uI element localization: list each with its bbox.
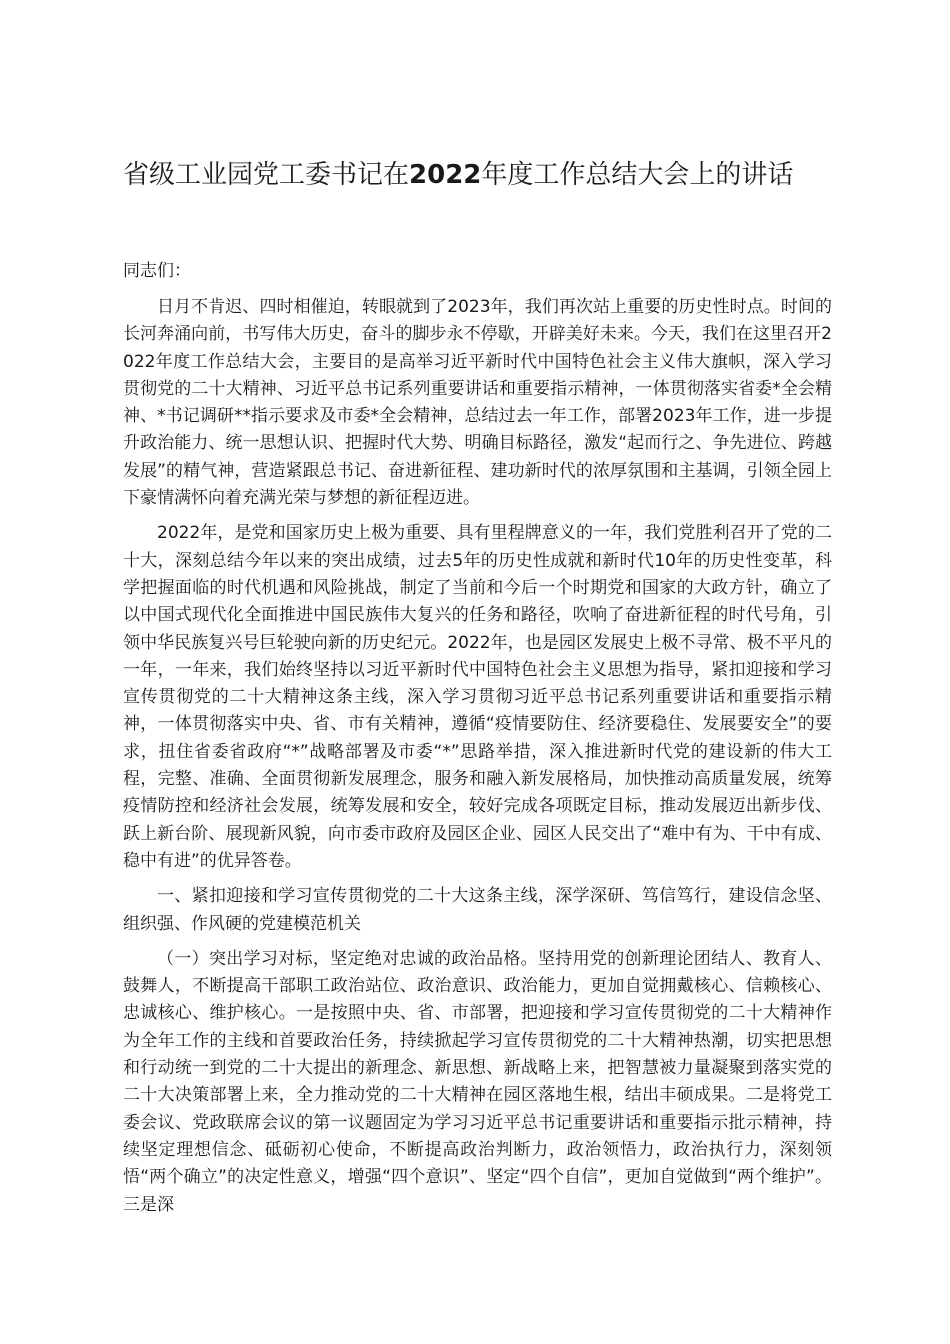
salutation: 同志们：	[123, 261, 191, 281]
title-part-2: 年度工作总结大会上的讲话	[481, 160, 794, 190]
document-title	[123, 150, 833, 200]
document-body	[123, 294, 832, 1227]
paragraph-subsection-1: （一）突出学习对标，坚定绝对忠诚的政治品格。坚持用党的创新理论团结人、教育人、鼓舞人，不断提高干部职工政治站位、政治意识、政治能力，更加自觉拥戴核心、信赖核心、忠诚核心、维护核心。一是按照中央、省、市部署，把迎接和学习宣传贯彻党的二十大精神作为全年工作的主线和首要政治任务，持续掀起学习宣传贯彻党的二十大精神热潮，切实把思想和行动统一到党的二十大提出的新理念、新思想、新战略上来，把智慧被力量凝聚到落实党的二十大决策部署上来，全力推动党的二十大精神在园区落地生根，结出丰硕成果。二是将党工委会议、党政联席会议的第一议题固定为学习习近平总书记重要讲话和重要指示批示精神，持续坚定理想信念、砥砺初心使命，不断提高政治判断力，政治领悟力，政治执行力，深刻领悟“两个确立”的决定性意义，增强“四个意识”、坚定“四个自信”，更加自觉做到“两个维护”。三是深	[123, 948, 832, 1215]
paragraph-review-2022: 2022年，是党和国家历史上极为重要、具有里程牌意义的一年，我们党胜利召开了党的二十大，深刻总结今年以来的突出成绩，过去5年的历史性成就和新时代10年的历史性变革，科学把握面临的时代机遇和风险挑战，制定了当前和今后一个时期党和国家的大政方针，确立了以中国式现代化全面推进中国民族伟大复兴的任务和路径，吹响了奋进新征程的时代号角，引领中华民族复兴号巨轮驶向新的历史纪元。2022年，也是园区发展史上极不寻常、极不平凡的一年，一年来，我们始终坚持以习近平新时代中国特色社会主义思想为指导，紧扣迎接和学习宣传贯彻党的二十大精神这条主线，深入学习贯彻习近平总书记系列重要讲话和重要指示精神，一体贯彻落实中央、省、市有关精神，遵循“疫情要防住、经济要稳住、发展要安全”的要求，扭住省委省政府“*”战略部署及市委“*”思路举措，深入推进新时代党的建设新的伟大工程，完整、准确、全面贯彻新发展理念，服务和融入新发展格局，加快推动高质量发展，统筹疫情防控和经济社会发展，统筹发展和安全，较好完成各项既定目标，推动发展迈出新步伐、跃上新台阶、展现新风貌，向市委市政府及园区企业、园区人民交出了“难中有为、干中有成、稳中有进”的优异答卷。	[123, 523, 832, 871]
title-part-1: 省级工业园党工委书记在	[123, 160, 410, 190]
title-year: 2022	[409, 160, 482, 190]
paragraph-opening: 日月不肯迟、四时相催迫，转眼就到了2023年，我们再次站上重要的历史性时点。时间的长河奔涌向前，书写伟大历史，奋斗的脚步永不停歇，开辟美好未来。今天，我们在这里召开2022年度工作总结大会，主要目的是高举习近平新时代中国特色社会主义伟大旗帜，深入学习贯彻党的二十大精神、习近平总书记系列重要讲话和重要指示精神，一体贯彻落实省委*全会精神、*书记调研**指示要求及市委*全会精神，总结过去一年工作，部署2023年工作，进一步提升政治能力、统一思想认识、把握时代大势、明确目标路径，激发“起而行之、争先进位、跨越发展”的精气神，营造紧跟总书记、奋进新征程、建功新时代的浓厚氛围和主基调，引领全园上下豪情满怀向着充满光荣与梦想的新征程迈进。	[123, 297, 832, 509]
section-heading-1: 一、紧扣迎接和学习宣传贯彻党的二十大这条主线，深学深研、笃信笃行，建设信念坚、组织强、作风硬的党建模范机关	[123, 886, 832, 934]
